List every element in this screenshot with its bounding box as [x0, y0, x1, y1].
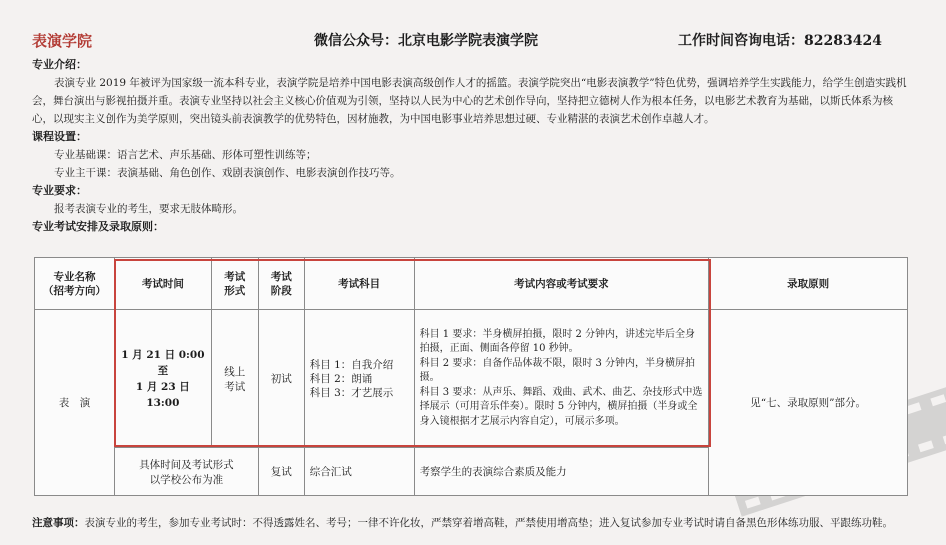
cell-retest-stage: 复试 — [258, 448, 304, 496]
cell-major: 表 演 — [35, 310, 115, 496]
header-time: 考试时间 — [114, 258, 211, 310]
header-form: 考试 形式 — [211, 258, 258, 310]
courses-heading: 课程设置： — [32, 130, 87, 143]
header-major: 专业名称 （招考方向） — [35, 258, 115, 310]
requirements-heading: 专业要求： — [32, 184, 87, 197]
department-title: 表演学院 — [32, 32, 93, 50]
note-section — [32, 515, 912, 531]
requirements-text: 报考表演专业的考生，要求无肢体畸形。 — [54, 203, 243, 215]
cell-exam-stage: 初试 — [258, 310, 304, 448]
document-body — [32, 56, 912, 236]
courses-main: 专业主干课：表演基础、角色创作、戏剧表演创作、电影表演创作技巧等。 — [54, 167, 401, 179]
header-stage: 考试 阶段 — [258, 258, 304, 310]
intro-heading: 专业介绍： — [32, 58, 87, 71]
cell-retest-subject: 综合汇试 — [304, 448, 414, 496]
cell-exam-requirements: 科目 1 要求：半身横屏拍摄，限时 2 分钟内，讲述完毕后全身拍摄，正面、侧面各停留 10 秒钟。 科目 2 要求：自备作品体裁不限，限时 3 分钟内，半身横屏拍摄。 科目 3 要求：从声乐、舞蹈、戏曲、武术、曲艺、杂技形式中选择展示（可用音乐伴奏）。限时 5 分钟内，横屏拍摄（半身或全身入镜根据才艺展示内容自定），可展示多项。 — [414, 310, 709, 448]
courses-basic: 专业基础课：语言艺术、声乐基础、形体可塑性训练等； — [54, 149, 317, 161]
exam-table — [34, 257, 908, 496]
time-start: 1 月 21 日 0:00 — [121, 348, 205, 361]
page-header — [32, 30, 892, 54]
cell-retest-time-form: 具体时间及考试形式 以学校公布为准 — [114, 448, 258, 496]
note-text: 表演专业的考生，参加专业考试时：不得透露姓名、考号；一律不许化妆，严禁穿着增高鞋，严禁使用增高垫；进入复试参加专业考试时请自备黑色形体练功服、平跟练功鞋。 — [84, 517, 893, 529]
time-end: 1 月 23 日 13:00 — [135, 380, 190, 409]
intro-text: 表演专业 2019 年被评为国家级一流本科专业，表演学院是培养中国电影表演高级创作人才的摇篮。表演学院突出“电影表演教学”特色优势，强调培养学生实践能力，给学生创造实践机会，舞台演出与影视拍摄并重。表演专业坚持以社会主义核心价值观为引领，坚持以人民为中心的艺术创作导向，坚持把立德树人作为根本任务，以电影艺术教育为基础，以斯氏体系为核心，以现实主义创作为美学原则，突出镜头前表演教学的优势特色，因材施教，为中国电影事业培养思想过硬、专业精湛的表演艺术创作卓越人才。 — [32, 77, 907, 125]
header-subject: 考试科目 — [304, 258, 414, 310]
table-header-row — [35, 258, 908, 310]
arrangement-heading: 专业考试安排及录取原则： — [32, 220, 164, 233]
header-content: 考试内容或考试要求 — [414, 258, 709, 310]
header-principle: 录取原则 — [709, 258, 908, 310]
note-label: 注意事项： — [32, 517, 85, 529]
cell-admission-principle: 见“七、录取原则”部分。 — [709, 310, 908, 496]
table-row — [35, 310, 908, 448]
cell-exam-subjects: 科目 1：自我介绍 科目 2：朗诵 科目 3：才艺展示 — [304, 310, 414, 448]
time-to: 至 — [157, 364, 169, 377]
cell-retest-requirement: 考察学生的表演综合素质及能力 — [414, 448, 709, 496]
cell-exam-time — [114, 310, 211, 448]
consult-hotline: 工作时间咨询电话：82283424 — [678, 33, 882, 49]
cell-exam-form: 线上 考试 — [211, 310, 258, 448]
wechat-account: 微信公众号：北京电影学院表演学院 — [314, 33, 538, 49]
